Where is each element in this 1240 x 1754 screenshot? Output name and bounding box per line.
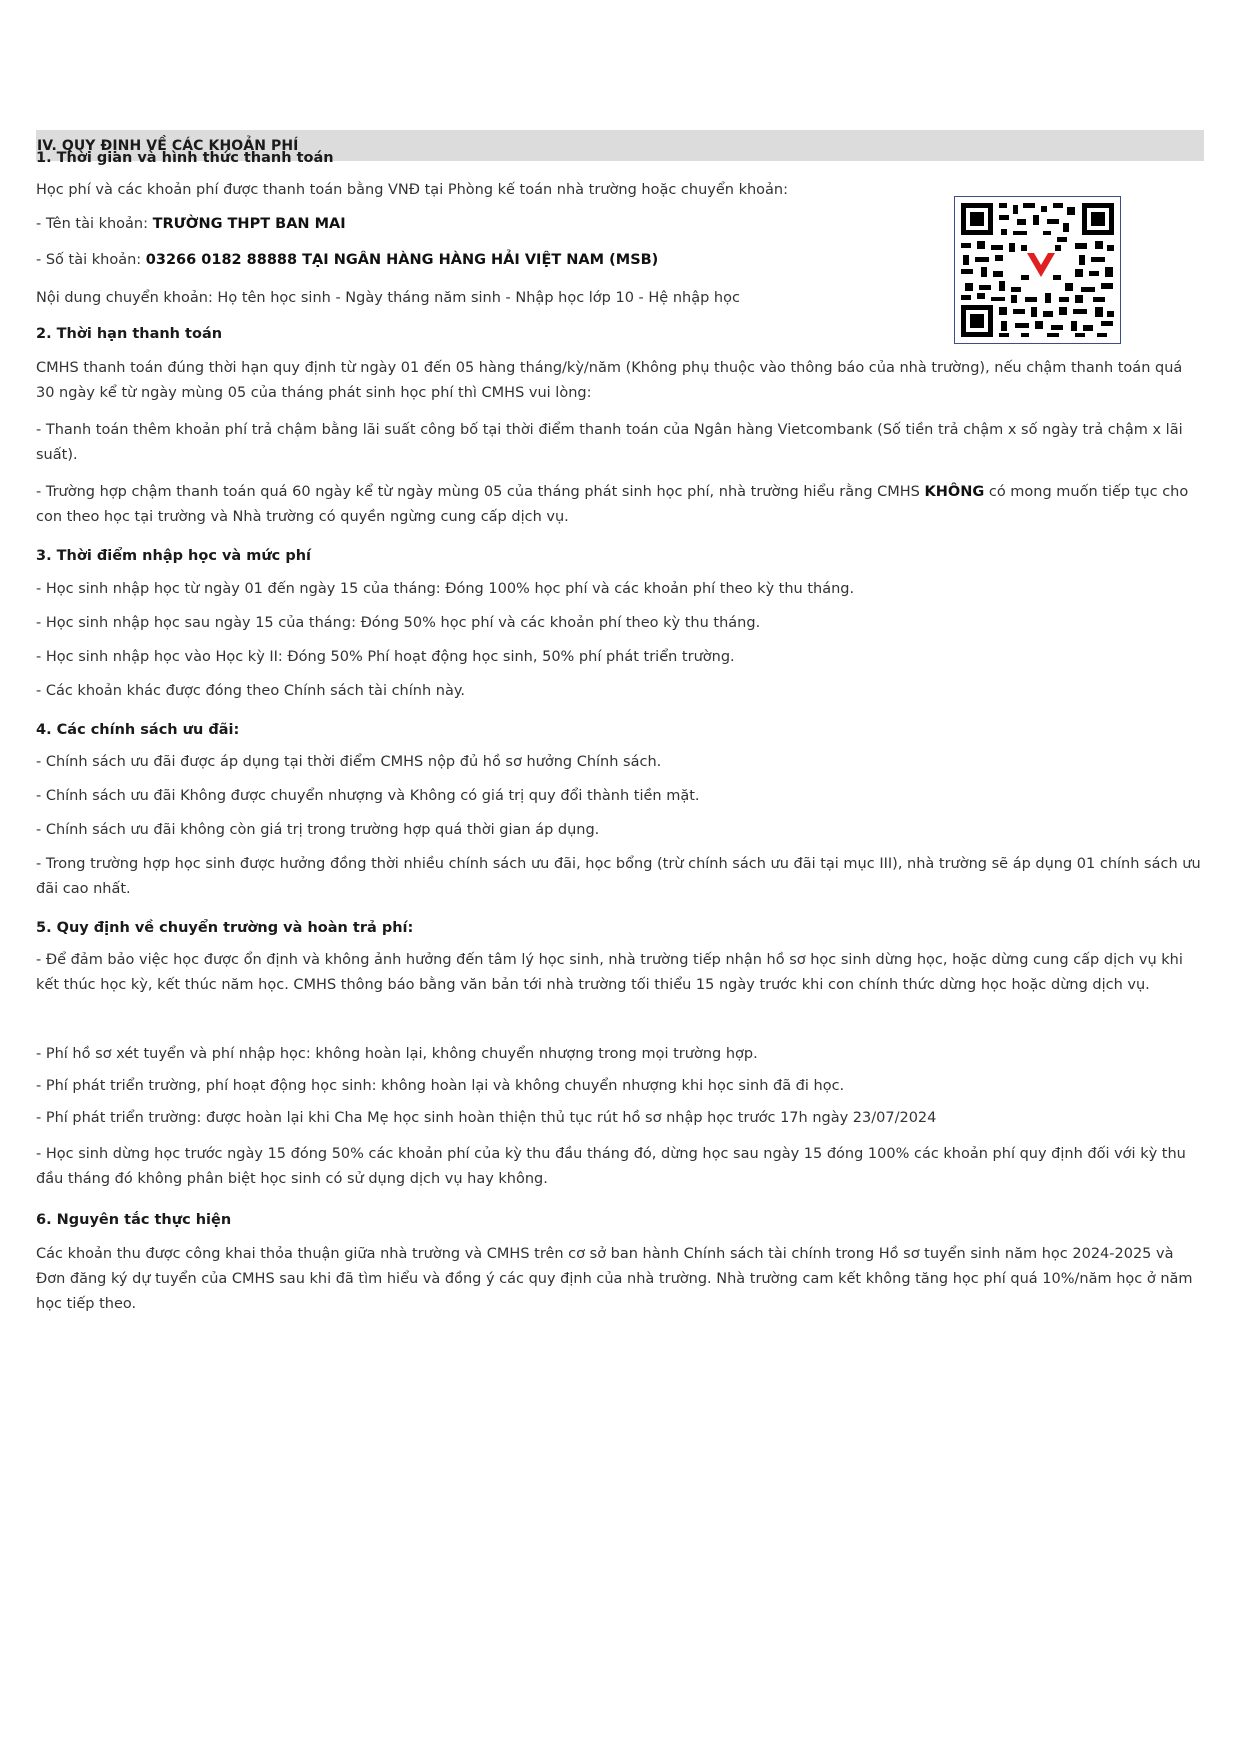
s2-paragraph-3 [36,480,1204,530]
s4-item: - Chính sách ưu đãi không còn giá trị trong trường hợp quá thời gian áp dụng. [36,822,600,838]
s2-p3-end: có mong muốn tiếp tục cho con theo học tại trường và Nhà trường có quyền ngừng cung cấp dịch vụ. [36,484,1189,525]
s5-item: - Phí phát triển trường, phí hoạt động học sinh: không hoàn lại và không chuyển nhượng khi học sinh đã đi học. [36,1078,845,1094]
s4-item: - Chính sách ưu đãi Không được chuyển nhượng và Không có giá trị quy đổi thành tiền mặt. [36,788,700,804]
s4-item: - Trong trường hợp học sinh được hưởng đồng thời nhiều chính sách ưu đãi, học bổng (trừ chính sách ưu đãi tại mục III), nhà trường sẽ áp dụng 01 chính sách ưu đãi cao nhất. [36,856,1201,897]
s2-p3-emphasis: KHÔNG [924,484,985,500]
s5-heading: 5. Quy định về chuyển trường và hoàn trả phí: [36,920,414,936]
s2-paragraph-1: CMHS thanh toán đúng thời hạn quy định từ ngày 01 đến 05 hàng tháng/kỳ/năm (Không phụ thuộc vào thông báo của nhà trường), nếu chậm thanh toán quá 30 ngày kể từ ngày mùng 05 của tháng phát sinh học phí thì CMHS vui lòng: [36,360,1183,401]
document-page [36,130,1204,1312]
s2-paragraph-2: - Thanh toán thêm khoản phí trả chậm bằng lãi suất công bố tại thời điểm thanh toán của Ngân hàng Vietcombank (Số tiền trả chậm x số ngày trả chậm x lãi suất). [36,422,1183,463]
account-number-label: - Số tài khoản: [36,252,146,268]
s5-item: - Phí phát triển trường: được hoàn lại khi Cha Mẹ học sinh hoàn thiện thủ tục rút hồ sơ nhập học trước 17h ngày 23/07/2024 [36,1110,937,1126]
account-number-value: 03266 0182 88888 TẠI NGÂN HÀNG HÀNG HẢI VIỆT NAM (MSB) [145,252,659,268]
account-name-label: - Tên tài khoản: [36,216,153,232]
s5-item: - Học sinh dừng học trước ngày 15 đóng 50% các khoản phí của kỳ thu đầu tháng đó, dừng học sau ngày 15 đóng 100% các khoản phí quy định đối với kỳ thu đầu tháng đó không phân biệt học sinh có sử dụng dịch vụ hay không. [36,1146,1186,1187]
s5-item: - Phí hồ sơ xét tuyển và phí nhập học: không hoàn lại, không chuyển nhượng trong mọi trường hợp. [36,1046,758,1062]
s3-item: - Học sinh nhập học sau ngày 15 của tháng: Đóng 50% học phí và các khoản phí theo kỳ thu tháng. [36,615,761,631]
s4-heading: 4. Các chính sách ưu đãi: [36,722,240,738]
s3-item: - Học sinh nhập học vào Học kỳ II: Đóng 50% Phí hoạt động học sinh, 50% phí phát triển trường. [36,649,735,665]
qr-code-icon [954,196,1121,344]
section-title: IV. QUY ĐỊNH VỀ CÁC KHOẢN PHÍ [36,130,1204,161]
s3-item: - Các khoản khác được đóng theo Chính sách tài chính này. [36,683,465,699]
s2-p3-start: - Trường hợp chậm thanh toán quá 60 ngày kể từ ngày mùng 05 của tháng phát sinh học phí, nhà trường hiểu rằng CMHS [36,484,925,500]
s3-heading: 3. Thời điểm nhập học và mức phí [36,548,311,564]
s1-heading: 1. Thời gian và hình thức thanh toán [36,150,334,166]
s4-item: - Chính sách ưu đãi được áp dụng tại thời điểm CMHS nộp đủ hồ sơ hưởng Chính sách. [36,754,662,770]
s6-paragraph: Các khoản thu được công khai thỏa thuận giữa nhà trường và CMHS trên cơ sở ban hành Chính sách tài chính trong Hồ sơ tuyển sinh năm học 2024-2025 và Đơn đăng ký dự tuyển của CMHS sau khi đã tìm hiểu và đồng ý các quy định của nhà trường. Nhà trường cam kết không tăng học phí quá 10%/năm học ở năm học tiếp theo. [36,1246,1193,1312]
account-name-value: TRƯỜNG THPT BAN MAI [152,216,346,232]
s2-heading: 2. Thời hạn thanh toán [36,326,223,342]
s1-transfer-content: Nội dung chuyển khoản: Họ tên học sinh - Ngày tháng năm sinh - Nhập học lớp 10 - Hệ nhập học [36,290,740,306]
s1-intro: Học phí và các khoản phí được thanh toán bằng VNĐ tại Phòng kế toán nhà trường hoặc chuyển khoản: [36,182,788,198]
s6-heading: 6. Nguyên tắc thực hiện [36,1212,232,1228]
s3-item: - Học sinh nhập học từ ngày 01 đến ngày 15 của tháng: Đóng 100% học phí và các khoản phí theo kỳ thu tháng. [36,581,855,597]
s5-item: - Để đảm bảo việc học được ổn định và không ảnh hưởng đến tâm lý học sinh, nhà trường tiếp nhận hồ sơ học sinh dừng học, hoặc dừng cung cấp dịch vụ khi kết thúc học kỳ, kết thúc năm học. CMHS thông báo bằng văn bản tới nhà trường tối thiểu 15 ngày trước khi con chính thức dừng học hoặc dừng dịch vụ. [36,952,1183,993]
